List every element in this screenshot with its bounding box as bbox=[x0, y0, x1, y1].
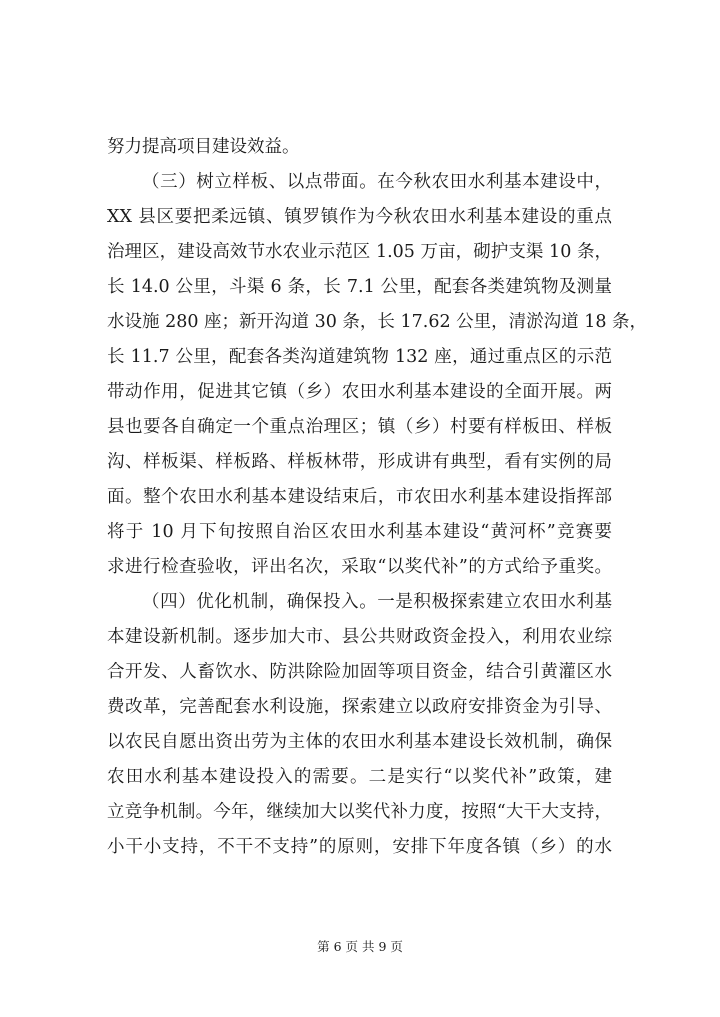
page-number: 第 6 页 共 9 页 bbox=[317, 939, 403, 954]
paragraph-line: 努力提高项目建设效益。 bbox=[107, 137, 300, 157]
paragraph-line: 带动作用，促进其它镇（乡）农田水利基本建设的全面开展。两 bbox=[107, 382, 612, 402]
paragraph-line: 费改革，完善配套水利设施，探索建立以政府安排资金为引导、 bbox=[107, 697, 612, 717]
paragraph-line: XX 县区要把柔远镇、镇罗镇作为今秋农田水利基本建设的重点 bbox=[107, 207, 612, 227]
paragraph-line: 面。整个农田水利基本建设结束后，市农田水利基本建设指挥部 bbox=[107, 487, 612, 507]
paragraph-line: 小干小支持，不干不支持”的原则，安排下年度各镇（乡）的水 bbox=[107, 837, 612, 857]
paragraph-line: 农田水利基本建设投入的需要。二是实行“以奖代补”政策，建 bbox=[107, 767, 612, 787]
paragraph-line: 沟、样板渠、样板路、样板林带，形成讲有典型，看有实例的局 bbox=[107, 452, 612, 472]
paragraph-line: 县也要各自确定一个重点治理区；镇（乡）村要有样板田、样板 bbox=[107, 417, 612, 437]
paragraph-line: 治理区，建设高效节水农业示范区 1.05 万亩，砌护支渠 10 条， bbox=[107, 242, 612, 262]
paragraph-line: （四）优化机制，确保投入。一是积极探索建立农田水利基 bbox=[142, 592, 612, 612]
paragraph-line: 立竞争机制。今年，继续加大以奖代补力度，按照“大干大支持， bbox=[107, 802, 612, 822]
paragraph-line: 水设施 280 座；新开沟道 30 条，长 17.62 公里，清淤沟道 18 条， bbox=[107, 312, 648, 332]
paragraph-line: 将于 10 月下旬按照自治区农田水利基本建设“黄河杯”竞赛要 bbox=[107, 522, 612, 542]
paragraph-line: 合开发、人畜饮水、防洪除险加固等项目资金，结合引黄灌区水 bbox=[107, 662, 612, 682]
paragraph-line: 长 11.7 公里，配套各类沟道建筑物 132 座，通过重点区的示范 bbox=[107, 347, 612, 367]
paragraph-line: 长 14.0 公里，斗渠 6 条，长 7.1 公里，配套各类建筑物及测量 bbox=[107, 277, 612, 297]
paragraph-line: 本建设新机制。逐步加大市、县公共财政资金投入，利用农业综 bbox=[107, 627, 612, 647]
paragraph-line: （三）树立样板、以点带面。在今秋农田水利基本建设中， bbox=[142, 172, 612, 192]
paragraph-line: 求进行检查验收，评出名次，采取“以奖代补”的方式给予重奖。 bbox=[107, 557, 612, 577]
body-text bbox=[107, 130, 648, 865]
paragraph-line: 以农民自愿出资出劳为主体的农田水利基本建设长效机制，确保 bbox=[107, 732, 612, 752]
